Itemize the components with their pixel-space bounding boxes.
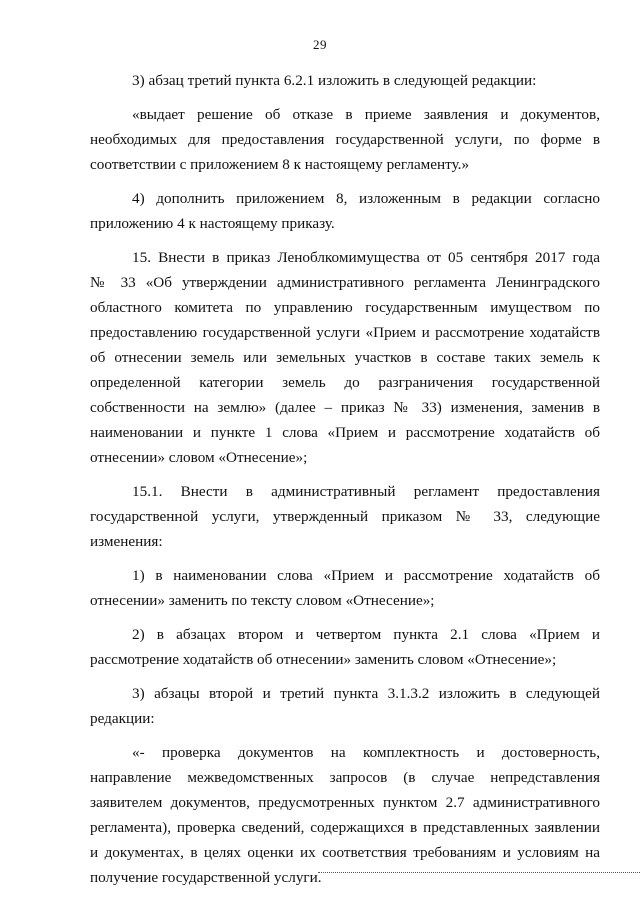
text-line: 15. Внести в приказ Леноблкомимущества от 05 сентября 2017 года: [132, 249, 600, 266]
paragraph: [90, 102, 600, 177]
text-line: приложению 4 к настоящему приказу.: [90, 215, 335, 232]
text-line: 15.1. Внести в административный регламент предоставления: [132, 483, 600, 500]
text-line: определенной категории земель до разграничения государственной: [90, 374, 600, 391]
text-line: необходимых для предоставления государственной услуги, по форме в: [90, 131, 600, 148]
text-line: предоставлению государственной услуги «Прием и рассмотрение ходатайств: [90, 324, 600, 341]
paragraph: [90, 68, 600, 93]
text-line: № 33 «Об утверждении административного регламента Ленинградского: [90, 274, 600, 291]
text-line: регламента), проверка сведений, содержащихся в представленных заявлении: [90, 819, 600, 836]
text-line: получение государственной услуги.: [90, 869, 322, 886]
text-line: наименовании и пункте 1 слова «Прием и рассмотрение ходатайств об: [90, 424, 600, 441]
text-line: 1) в наименовании слова «Прием и рассмотрение ходатайств об: [132, 567, 600, 584]
text-line: изменения:: [90, 533, 163, 550]
footer-dotted-rule: [318, 872, 640, 873]
text-line: рассмотрение ходатайств об отнесении» заменить словом «Отнесение»;: [90, 651, 557, 668]
text-line: заявителем документов, предусмотренных пунктом 2.7 административного: [90, 794, 600, 811]
text-line: 2) в абзацах втором и четвертом пункта 2.1 слова «Прием и: [132, 626, 600, 643]
text-line: отнесении» словом «Отнесение»;: [90, 449, 308, 466]
paragraph: [90, 681, 600, 731]
page-number: 29: [313, 37, 327, 52]
text-line: 4) дополнить приложением 8, изложенным в редакции согласно: [132, 190, 600, 207]
text-line: областного комитета по управлению государственным имуществом по: [90, 299, 600, 316]
text-line: «выдает решение об отказе в приеме заявления и документов,: [132, 106, 600, 123]
paragraph: [90, 186, 600, 236]
text-line: и документах, в целях оценки их соответствия требованиям и условиям на: [90, 844, 600, 861]
text-line: государственной услуги, утвержденный приказом № 33, следующие: [90, 508, 600, 525]
text-line: собственности на землю» (далее – приказ № 33) изменения, заменив в: [90, 399, 600, 416]
paragraph: [90, 740, 600, 890]
text-line: соответствии с приложением 8 к настоящему регламенту.»: [90, 156, 470, 173]
text-line: «- проверка документов на комплектность и достоверность,: [132, 744, 600, 761]
paragraph: [90, 622, 600, 672]
paragraph: [90, 245, 600, 470]
text-line: редакции:: [90, 710, 155, 727]
text-line: 3) абзац третий пункта 6.2.1 изложить в следующей редакции:: [132, 72, 537, 89]
text-line: направление межведомственных запросов (в случае непредставления: [90, 769, 600, 786]
paragraph: [90, 479, 600, 554]
text-line: об отнесении земель или земельных участков в составе таких земель к: [90, 349, 600, 366]
document-body: [90, 68, 600, 899]
paragraph: [90, 563, 600, 613]
text-line: отнесении» заменить по тексту словом «Отнесение»;: [90, 592, 435, 609]
text-line: 3) абзацы второй и третий пункта 3.1.3.2 изложить в следующей: [132, 685, 600, 702]
